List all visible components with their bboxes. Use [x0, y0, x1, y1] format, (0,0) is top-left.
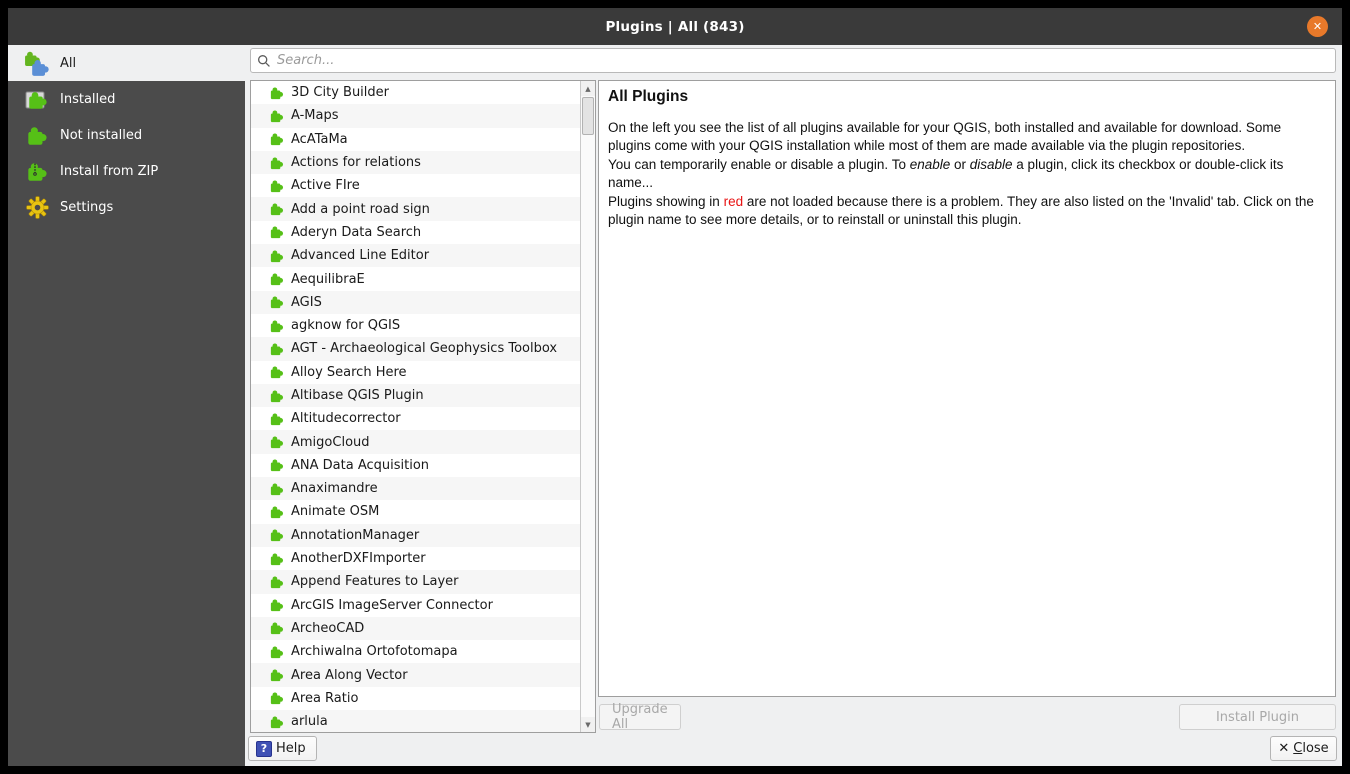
plugin-name: Area Along Vector	[291, 667, 408, 683]
plugin-installed-icon	[22, 87, 52, 112]
sidebar-item-install-from-zip[interactable]	[8, 153, 245, 189]
list-item[interactable]	[251, 197, 580, 220]
plugin-name: Area Ratio	[291, 690, 359, 706]
sidebar-item-settings[interactable]	[8, 189, 245, 225]
list-item[interactable]	[251, 687, 580, 710]
list-item[interactable]	[251, 430, 580, 453]
list-item[interactable]	[251, 524, 580, 547]
plugin-name: agknow for QGIS	[291, 318, 401, 334]
plugin-icon	[270, 552, 284, 566]
close-button-label: Close	[1293, 741, 1329, 756]
details-paragraph-enable: You can temporarily enable or disable a plugin. To enable or disable a plugin, click its checkbox or double-click its name...	[608, 157, 1284, 190]
list-item[interactable]	[251, 244, 580, 267]
list-item[interactable]	[251, 314, 580, 337]
list-item[interactable]	[251, 407, 580, 430]
plugin-icon	[270, 342, 284, 356]
list-item[interactable]	[251, 547, 580, 570]
plugin-icon	[270, 319, 284, 333]
plugin-name: AcATaMa	[291, 131, 348, 147]
plugin-name: Animate OSM	[291, 504, 380, 520]
window-title: Plugins | All (843)	[605, 18, 745, 35]
plugin-icon	[270, 412, 284, 426]
plugin-name: A-Maps	[291, 108, 339, 124]
install-plugin-button[interactable]: Install Plugin	[1179, 704, 1336, 730]
sidebar-item-not-installed[interactable]	[8, 117, 245, 153]
search-icon	[257, 54, 271, 68]
plugin-icon	[270, 225, 284, 239]
plugin-name: ANA Data Acquisition	[291, 457, 430, 473]
plugin-list-scrollbar[interactable]	[580, 81, 595, 732]
list-item[interactable]	[251, 384, 580, 407]
list-item[interactable]	[251, 500, 580, 523]
list-item[interactable]	[251, 617, 580, 640]
plugin-icon	[270, 132, 284, 146]
list-item[interactable]	[251, 128, 580, 151]
plugin-list	[250, 80, 596, 733]
plugin-icon	[270, 435, 284, 449]
plugin-icon	[270, 528, 284, 542]
list-item[interactable]	[251, 81, 580, 104]
sidebar-item-label: Not installed	[60, 127, 143, 143]
list-item[interactable]	[251, 663, 580, 686]
plugin-name: Active FIre	[291, 178, 360, 194]
sidebar-item-all[interactable]	[8, 45, 245, 81]
scrollbar-thumb[interactable]	[582, 97, 594, 135]
close-button[interactable]	[1270, 736, 1337, 761]
plugin-name: AGT - Archaeological Geophysics Toolbox	[291, 341, 558, 357]
plugin-name: Add a point road sign	[291, 201, 430, 217]
plugin-icon	[270, 109, 284, 123]
list-item[interactable]	[251, 337, 580, 360]
list-item[interactable]	[251, 454, 580, 477]
close-x-icon: ✕	[1278, 741, 1290, 756]
help-question-icon: ?	[256, 741, 272, 757]
plugin-list-rows	[251, 81, 580, 732]
list-item[interactable]	[251, 594, 580, 617]
plugin-details-panel	[598, 80, 1336, 697]
sidebar-item-label: Installed	[60, 91, 116, 107]
help-button-label: Help	[276, 741, 306, 756]
search-input[interactable]	[277, 53, 1329, 68]
sidebar	[8, 45, 245, 766]
list-item[interactable]	[251, 710, 580, 732]
plugin-icon	[270, 272, 284, 286]
scroll-up-icon[interactable]: ▲	[581, 81, 595, 96]
plugin-name: AnotherDXFImporter	[291, 551, 426, 567]
list-item[interactable]	[251, 640, 580, 663]
sidebar-item-label: Install from ZIP	[60, 163, 159, 179]
plugin-name: Archiwalna Ortofotomapa	[291, 644, 458, 660]
details-paragraph-intro: On the left you see the list of all plugins available for your QGIS, both installed and available for download. Some plugins come with your QGIS installation while most of them are made available via the plugin repositories.	[608, 120, 1282, 153]
window-close-button[interactable]	[1307, 16, 1328, 37]
gear-icon	[22, 195, 52, 220]
plugin-icon	[270, 458, 284, 472]
plugin-name: 3D City Builder	[291, 85, 390, 101]
sidebar-item-installed[interactable]	[8, 81, 245, 117]
list-item[interactable]	[251, 221, 580, 244]
plugins-all-icon	[22, 50, 52, 77]
scroll-down-icon[interactable]: ▼	[581, 717, 595, 732]
plugin-name: Advanced Line Editor	[291, 248, 430, 264]
plugin-icon	[270, 156, 284, 170]
plugin-icon	[270, 598, 284, 612]
plugin-name: AnnotationManager	[291, 527, 420, 543]
details-paragraph-invalid: Plugins showing in red are not loaded because there is a problem. They are also listed on the 'Invalid' tab. Click on the plugin name to see more details, or to reinstall or uninstall this plugin.	[608, 194, 1314, 227]
list-item[interactable]	[251, 174, 580, 197]
plugin-name: Append Features to Layer	[291, 574, 459, 590]
plugin-zip-icon	[22, 159, 52, 183]
plugin-name: Alloy Search Here	[291, 364, 407, 380]
plugin-icon	[270, 645, 284, 659]
plugin-name: Altitudecorrector	[291, 411, 401, 427]
help-button[interactable]	[248, 736, 317, 761]
plugin-icon	[270, 691, 284, 705]
list-item[interactable]	[251, 477, 580, 500]
plugin-name: AGIS	[291, 294, 322, 310]
plugin-icon	[270, 179, 284, 193]
details-heading: All Plugins	[608, 88, 689, 105]
plugin-icon	[270, 505, 284, 519]
plugin-name: AmigoCloud	[291, 434, 370, 450]
plugin-icon	[270, 202, 284, 216]
list-item[interactable]	[251, 267, 580, 290]
list-item[interactable]	[251, 570, 580, 593]
plugin-icon	[270, 365, 284, 379]
plugin-icon	[270, 389, 284, 403]
list-item[interactable]	[251, 151, 580, 174]
list-item[interactable]	[251, 104, 580, 127]
plugin-icon	[270, 295, 284, 309]
upgrade-all-button[interactable]: Upgrade All	[599, 704, 681, 730]
plugin-icon	[270, 715, 284, 729]
plugin-name: Altibase QGIS Plugin	[291, 388, 424, 403]
plugin-name: Anaximandre	[291, 481, 378, 497]
plugin-not-installed-icon	[22, 123, 52, 147]
plugin-icon	[270, 249, 284, 263]
plugin-icon	[270, 86, 284, 100]
plugin-name: AequilibraE	[291, 271, 365, 287]
titlebar[interactable]	[8, 8, 1342, 45]
plugin-name: Actions for relations	[291, 155, 421, 171]
close-x-icon: ✕	[1312, 20, 1323, 33]
plugin-name: Aderyn Data Search	[291, 224, 422, 240]
plugin-icon	[270, 621, 284, 635]
plugin-name: ArcheoCAD	[291, 620, 365, 636]
plugin-name: ArcGIS ImageServer Connector	[291, 597, 493, 613]
sidebar-item-label: All	[60, 55, 77, 71]
plugin-icon	[270, 575, 284, 589]
search-bar	[250, 48, 1336, 73]
plugin-name: arlula	[291, 714, 328, 730]
plugin-icon	[270, 668, 284, 682]
list-item[interactable]	[251, 291, 580, 314]
list-item[interactable]	[251, 361, 580, 384]
plugin-icon	[270, 482, 284, 496]
sidebar-item-label: Settings	[60, 199, 114, 215]
